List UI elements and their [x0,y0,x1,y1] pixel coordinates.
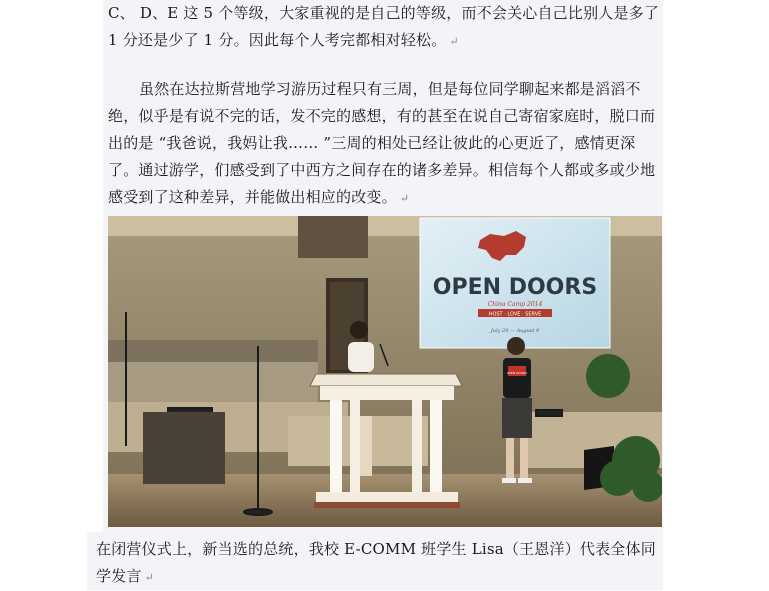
paragraph-mark-icon: ↵ [399,192,410,205]
closing-ceremony-photo [108,216,662,527]
paragraph-1-text: C、 D、E 这 5 个等级，大家重视的是自己的等级，而不会关心自己比别人是多了 1 分还是少了 1 分。因此每个人考完都相对轻松。 [108,4,660,49]
screen-dates: July 20 — August 9 [490,328,540,334]
screen-tagline: HOST · LOVE · SERVE [488,311,542,318]
photo-caption [96,536,662,591]
screen-title: OPEN DOORS [432,275,598,300]
paragraph-2-text: 虽然在达拉斯营地学习游历过程只有三周，但是每位同学聊起来都是滔滔不绝，似乎是有说不完的话，发不完的感想，有的甚至在说自己寄宿家庭时，脱口而出的是 “我爸说，我妈让我…… ”三周的相处已经让彼此的心更近了，感情更深了。通过游学，们感受到了中西方之间存在的诸多差异。相信每个人都或多或少地感受到了这种差异，并能做出相应的改变。 [108,80,656,206]
paragraph-1 [108,0,664,55]
paragraph-mark-icon: ↵ [449,35,459,48]
photo-caption-text: 在闭营仪式上，新当选的总统，我校 E-COMM 班学生 Lisa（王恩洋）代表全体同学发言 [96,540,656,585]
screen-subtitle: China Camp 2014 [487,301,543,308]
projection-screen [420,218,610,348]
speaker-box [143,412,225,484]
paragraph-mark-icon: ↵ [144,571,155,584]
paragraph-2 [108,76,664,212]
shirt-print: OPEN DOORS [506,371,528,375]
